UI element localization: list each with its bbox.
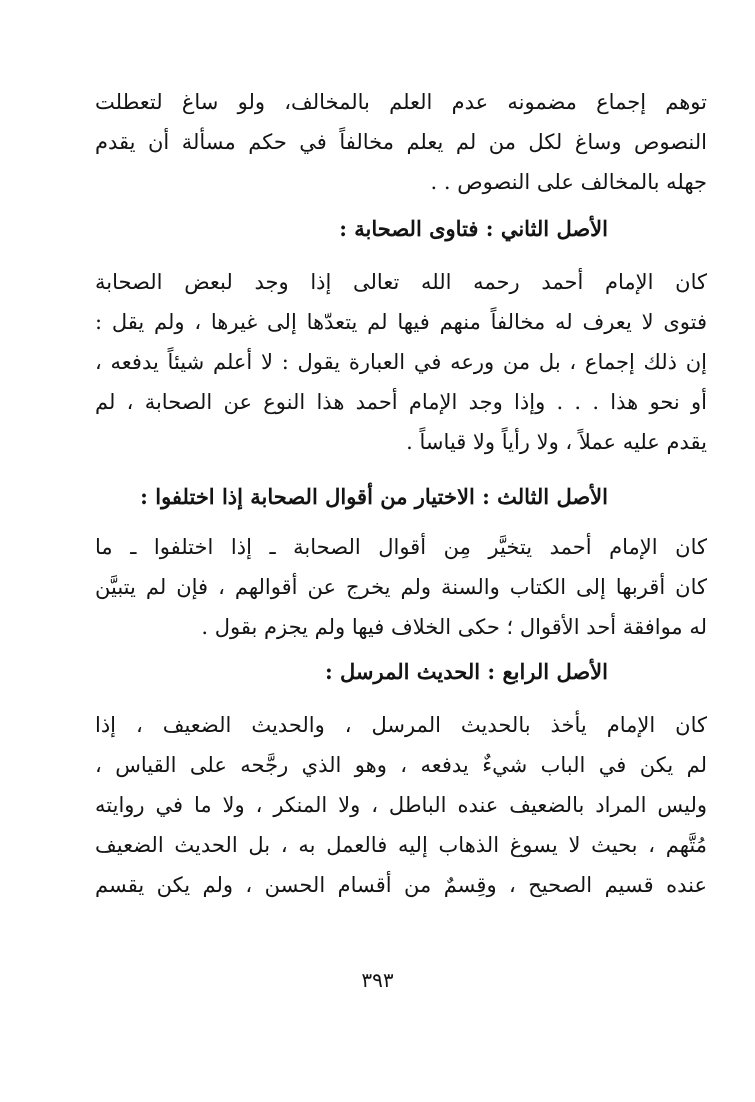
text-line: النصوص وساغ لكل من لم يعلم مخالفاً في حكم مسألة أن يقدم — [95, 130, 707, 154]
text-line: لم يكن في الباب شيءٌ يدفعه ، وهو الذي رجَّحه على القياس ، — [95, 753, 707, 777]
paragraph-companion-fatwas — [95, 262, 707, 462]
section-heading-third-principle: الأصل الثالث : الاختيار من أقوال الصحابة إذا اختلفوا : — [140, 484, 608, 509]
text-line: يقدم عليه عملاً ، ولا رأياً ولا قياساً . — [406, 430, 707, 454]
text-line: كان الإمام أحمد رحمه الله تعالى إذا وجد لبعض الصحابة — [95, 270, 707, 294]
text-line: توهم إجماع مضمونه عدم العلم بالمخالف، ولو ساغ لتعطلت — [95, 90, 707, 114]
page-number: ٣٩٣ — [361, 968, 394, 992]
section-heading-second-principle: الأصل الثاني : فتاوى الصحابة : — [339, 216, 608, 241]
text-line: كان أقربها إلى الكتاب والسنة ولم يخرج عن أقوالهم ، فإن لم يتبيَّن — [95, 575, 707, 599]
text-line: جهله بالمخالف على النصوص . . — [430, 170, 707, 194]
text-line: أو نحو هذا . . . وإذا وجد الإمام أحمد هذا النوع عن الصحابة ، لم — [95, 390, 707, 414]
paragraph-ijma-continuation — [95, 82, 707, 202]
text-line: له موافقة أحد الأقوال ؛ حكى الخلاف فيها ولم يجزم بقول . — [201, 615, 707, 639]
text-line: كان الإمام أحمد يتخيَّر مِن أقوال الصحابة ـ إذا اختلفوا ـ ما — [95, 535, 707, 559]
text-line: كان الإمام يأخذ بالحديث المرسل ، والحديث الضعيف ، إذا — [95, 713, 707, 737]
text-line: فتوى لا يعرف له مخالفاً منهم فيها لم يتعدّها إلى غيرها ، ولم يقل : — [95, 310, 707, 334]
text-line: عنده قسيم الصحيح ، وقِسمٌ من أقسام الحسن ، ولم يكن يقسم — [95, 873, 707, 897]
paragraph-mursal-hadith — [95, 705, 707, 905]
text-line: وليس المراد بالضعيف عنده الباطل ، ولا المنكر ، ولا ما في روايته — [95, 793, 707, 817]
paragraph-choosing-companion-opinions — [95, 527, 707, 647]
text-line: إن ذلك إجماع ، بل من ورعه في العبارة يقول : لا أعلم شيئاً يدفعه ، — [95, 350, 707, 374]
section-heading-fourth-principle: الأصل الرابع : الحديث المرسل : — [324, 659, 608, 684]
text-line: مُتَّهم ، بحيث لا يسوغ الذهاب إليه فالعمل به ، بل الحديث الضعيف — [95, 833, 707, 857]
